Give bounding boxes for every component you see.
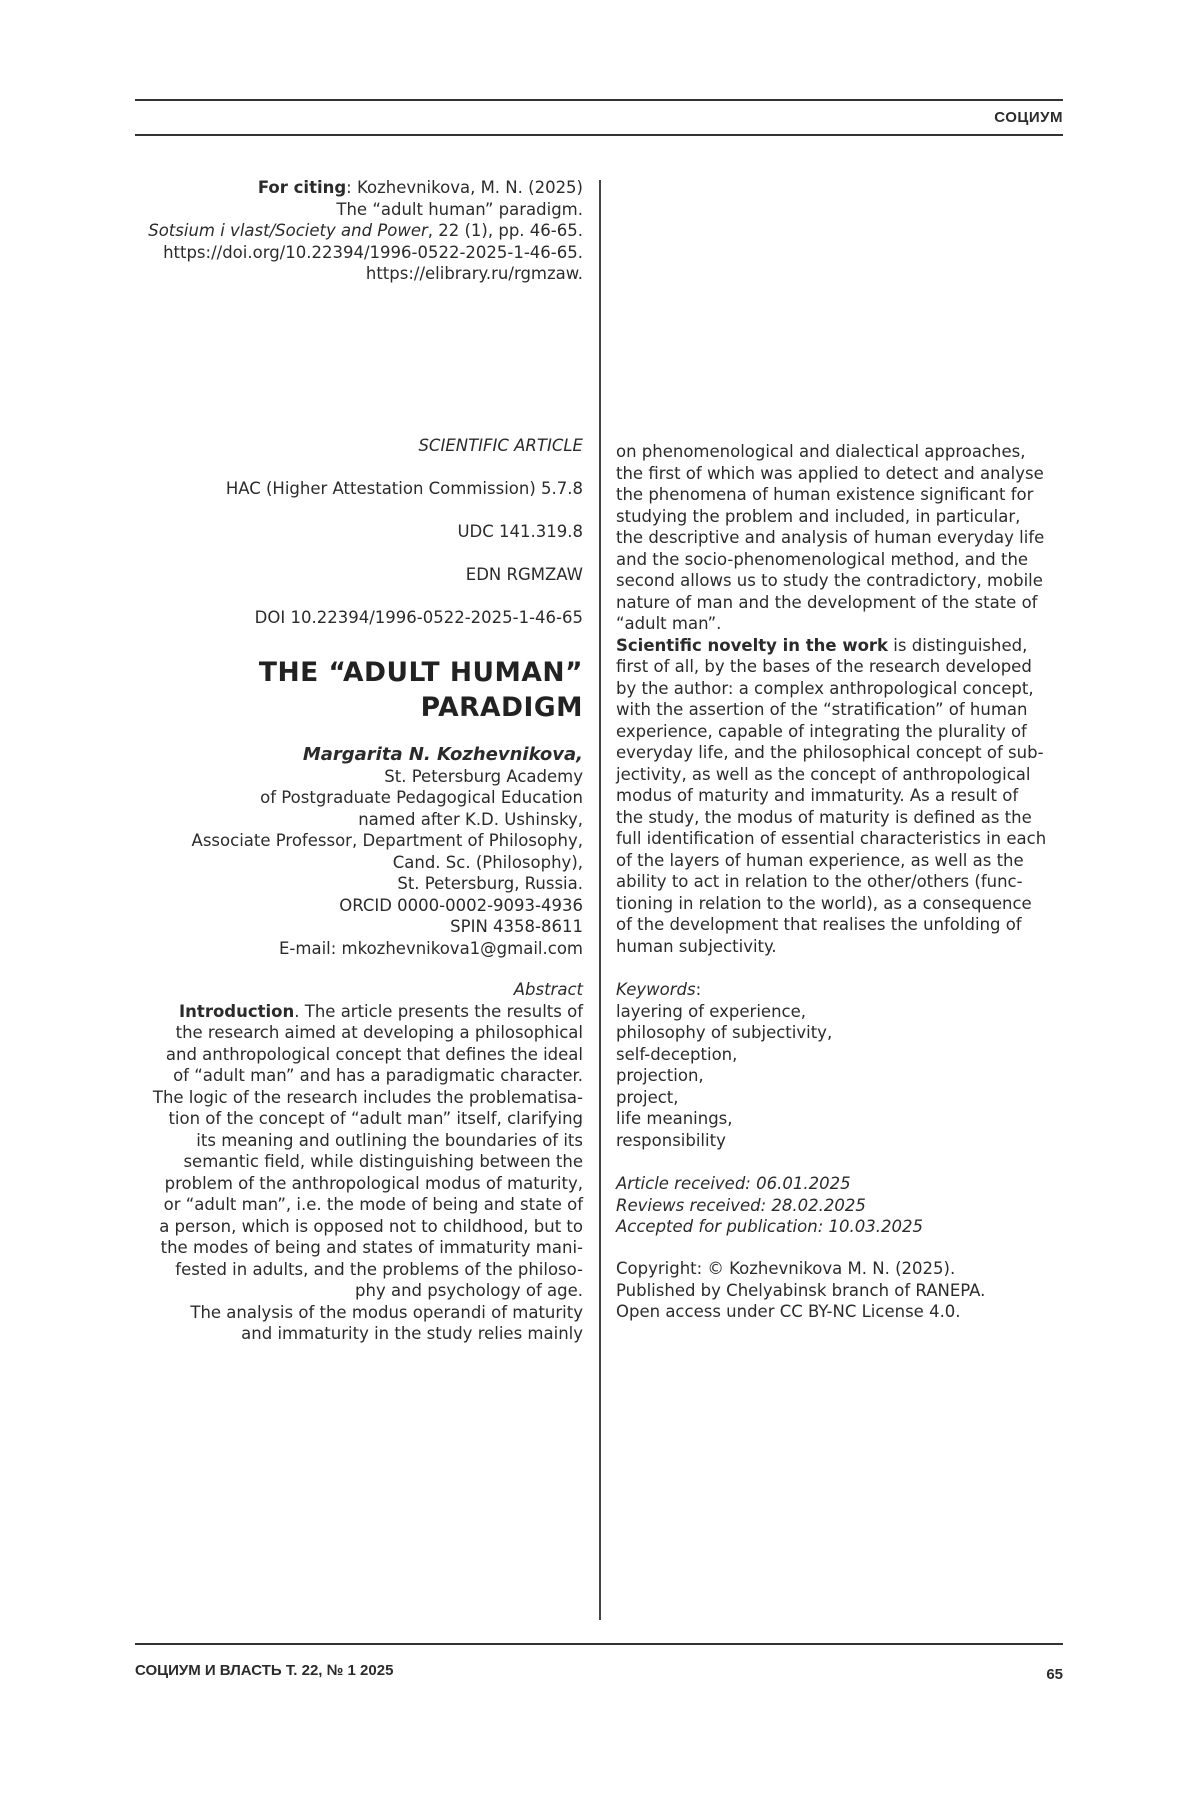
- author-line: St. Petersburg Academy: [123, 766, 583, 788]
- keyword-item: life meanings,: [616, 1108, 1062, 1130]
- citation-label: For citing: [258, 178, 346, 197]
- abstract-line: and anthropological concept that defines the ideal: [123, 1044, 583, 1066]
- abstract-heading: Abstract: [123, 979, 583, 1001]
- abstract-line: tion of the concept of “adult man” itself, clarifying: [123, 1108, 583, 1130]
- date-reviews: Reviews received: 28.02.2025: [616, 1195, 1062, 1217]
- keywords-heading-line: [616, 979, 1062, 1001]
- abstract-line: semantic field, while distinguishing between the: [123, 1151, 583, 1173]
- edn-code: EDN RGMZAW: [123, 564, 583, 586]
- citation-title: The “adult human” paradigm.: [123, 199, 583, 221]
- copyright-line: Open access under CC BY-NC License 4.0.: [616, 1301, 1062, 1323]
- footer-journal: СОЦИУМ И ВЛАСТЬ Т. 22, № 1 2025: [135, 1662, 393, 1679]
- abstract-line: or “adult man”, i.e. the mode of being and state of: [123, 1194, 583, 1216]
- abstract-line: second allows us to study the contradictory, mobile: [616, 570, 1062, 592]
- column-divider: [599, 180, 601, 1620]
- hac-code: HAC (Higher Attestation Commission) 5.7.8: [123, 478, 583, 500]
- copyright-line: Copyright: © Kozhevnikova M. N. (2025).: [616, 1258, 1062, 1280]
- doi-code: DOI 10.22394/1996-0522-2025-1-46-65: [123, 607, 583, 629]
- abstract-line: [123, 1001, 583, 1023]
- abstract-line: phy and psychology of age.: [123, 1280, 583, 1302]
- abstract-line: the study, the modus of maturity is defined as the: [616, 807, 1062, 829]
- author-name: Margarita N. Kozhevnikova,: [123, 744, 583, 766]
- abstract-line: first of all, by the bases of the research developed: [616, 656, 1062, 678]
- top-rule: [135, 99, 1063, 101]
- abstract-line: the phenomena of human existence significant for: [616, 484, 1062, 506]
- citation-journal-line: [123, 220, 583, 242]
- abstract-text: . The article presents the results of: [294, 1002, 583, 1021]
- keyword-item: projection,: [616, 1065, 1062, 1087]
- abstract-line: tioning in relation to the world), as a consequence: [616, 893, 1062, 915]
- date-received: Article received: 06.01.2025: [616, 1173, 1062, 1195]
- udc-code: UDC 141.319.8: [123, 521, 583, 543]
- author-line: Cand. Sc. (Philosophy),: [123, 852, 583, 874]
- abstract-line: The analysis of the modus operandi of maturity: [123, 1302, 583, 1324]
- author-line: Associate Professor, Department of Philosophy,: [123, 830, 583, 852]
- abstract-line: by the author: a complex anthropological concept,: [616, 678, 1062, 700]
- dates-block: [616, 1173, 1062, 1238]
- abstract-line: on phenomenological and dialectical approaches,: [616, 441, 1062, 463]
- keyword-item: responsibility: [616, 1130, 1062, 1152]
- novelty-label: Scientific novelty in the work: [616, 636, 888, 655]
- keyword-item: project,: [616, 1087, 1062, 1109]
- abstract-line: problem of the anthropological modus of maturity,: [123, 1173, 583, 1195]
- keywords-colon: :: [696, 980, 702, 999]
- footer-rule: [135, 1643, 1063, 1645]
- author-line: named after K.D. Ushinsky,: [123, 809, 583, 831]
- citation-block: [123, 177, 583, 285]
- abstract-line: The logic of the research includes the problematisa-: [123, 1087, 583, 1109]
- keyword-item: philosophy of subjectivity,: [616, 1022, 1062, 1044]
- author-spin: SPIN 4358-8611: [123, 916, 583, 938]
- author-line: of Postgraduate Pedagogical Education: [123, 787, 583, 809]
- abstract-line: “adult man”.: [616, 613, 1062, 635]
- copyright-line: Published by Chelyabinsk branch of RANEPA.: [616, 1280, 1062, 1302]
- abstract-line: nature of man and the development of the state of: [616, 592, 1062, 614]
- title-line-2: PARADIGM: [123, 690, 583, 725]
- abstract-line: full identification of essential characteristics in each: [616, 828, 1062, 850]
- author-line: St. Petersburg, Russia.: [123, 873, 583, 895]
- article-type: SCIENTIFIC ARTICLE: [123, 435, 583, 457]
- keyword-item: layering of experience,: [616, 1001, 1062, 1023]
- abstract-line: human subjectivity.: [616, 936, 1062, 958]
- citation-authors: : Kozhevnikova, M. N. (2025): [346, 178, 583, 197]
- abstract-line: experience, capable of integrating the plurality of: [616, 721, 1062, 743]
- date-accepted: Accepted for publication: 10.03.2025: [616, 1216, 1062, 1238]
- abstract-line: and the socio-phenomenological method, and the: [616, 549, 1062, 571]
- abstract-line: studying the problem and included, in particular,: [616, 506, 1062, 528]
- page-title: [123, 655, 583, 725]
- abstract-line: ability to act in relation to the other/others (func-: [616, 871, 1062, 893]
- abstract-line: the modes of being and states of immaturity mani-: [123, 1237, 583, 1259]
- header-rule: [135, 134, 1063, 136]
- citation-volume: , 22 (1), pp. 46-65.: [428, 221, 583, 240]
- keywords-block: [616, 979, 1062, 1151]
- abstract-line: a person, which is opposed not to childhood, but to: [123, 1216, 583, 1238]
- abstract-line: jectivity, as well as the concept of anthropological: [616, 764, 1062, 786]
- abstract-line: everyday life, and the philosophical concept of sub-: [616, 742, 1062, 764]
- abstract-block: [123, 979, 583, 1345]
- keyword-item: self-deception,: [616, 1044, 1062, 1066]
- abstract-line: its meaning and outlining the boundaries of its: [123, 1130, 583, 1152]
- abstract-line: the research aimed at developing a philosophical: [123, 1022, 583, 1044]
- abstract-line: of “adult man” and has a paradigmatic character.: [123, 1065, 583, 1087]
- abstract-line: fested in adults, and the problems of the philoso-: [123, 1259, 583, 1281]
- citation-line-1: [123, 177, 583, 199]
- author-orcid: ORCID 0000-0002-9093-4936: [123, 895, 583, 917]
- keywords-heading: Keywords: [616, 980, 696, 999]
- abstract-line: of the development that realises the unfolding of: [616, 914, 1062, 936]
- abstract-text: is distinguished,: [888, 636, 1027, 655]
- author-block: [123, 744, 583, 959]
- copyright-block: [616, 1258, 1062, 1323]
- abstract-line: with the assertion of the “stratification” of human: [616, 699, 1062, 721]
- author-email[interactable]: E-mail: mkozhevnikova1@gmail.com: [123, 938, 583, 960]
- page-number: 65: [1046, 1666, 1063, 1683]
- citation-elibrary-link[interactable]: https://elibrary.ru/rgmzaw.: [123, 263, 583, 285]
- abstract-continued-block: [616, 441, 1062, 957]
- introduction-label: Introduction: [179, 1002, 294, 1021]
- citation-journal: Sotsium i vlast/Society and Power: [148, 221, 428, 240]
- abstract-line: [616, 635, 1062, 657]
- abstract-line: and immaturity in the study relies mainly: [123, 1323, 583, 1345]
- abstract-line: the descriptive and analysis of human everyday life: [616, 527, 1062, 549]
- citation-doi-link[interactable]: https://doi.org/10.22394/1996-0522-2025-1-46-65.: [123, 242, 583, 264]
- abstract-line: modus of maturity and immaturity. As a result of: [616, 785, 1062, 807]
- running-title: СОЦИУМ: [994, 109, 1063, 126]
- abstract-line: the first of which was applied to detect and analyse: [616, 463, 1062, 485]
- title-line-1: THE “ADULT HUMAN”: [123, 655, 583, 690]
- abstract-line: of the layers of human experience, as well as the: [616, 850, 1062, 872]
